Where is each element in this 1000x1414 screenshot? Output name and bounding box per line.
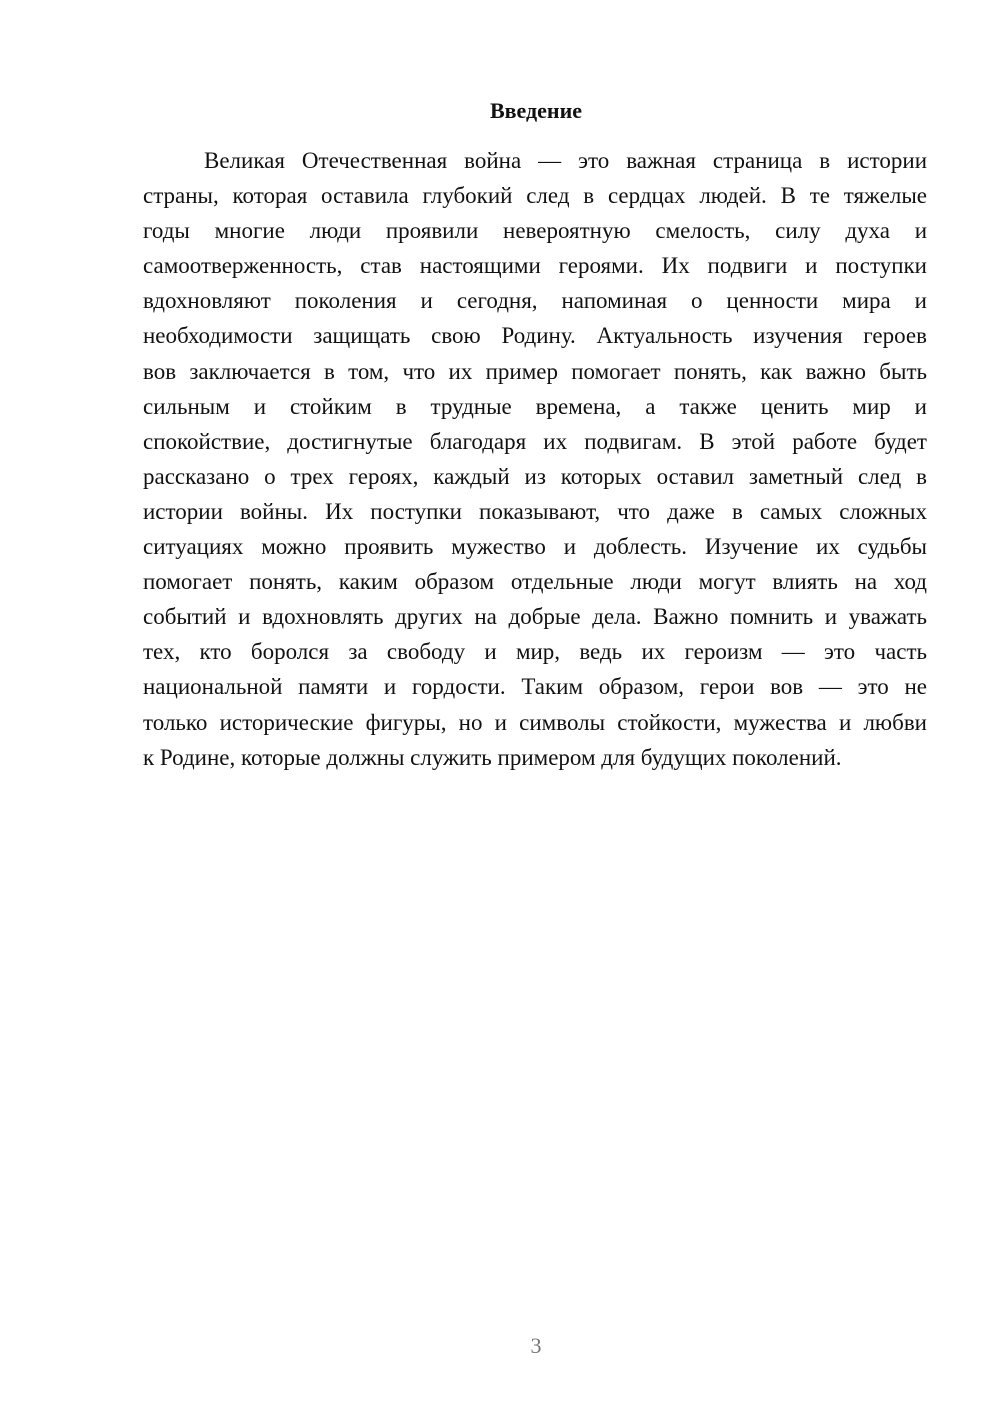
paragraph-line: к Родине, которые должны служить примером для будущих поколений. xyxy=(143,744,842,770)
paragraph-line: ситуациях можно проявить мужество и доблесть. Изучение их судьбы xyxy=(143,534,927,560)
paragraph-line: вдохновляют поколения и сегодня, напоминая о ценности мира и xyxy=(143,288,927,314)
paragraph-line: событий и вдохновлять других на добрые дела. Важно помнить и уважать xyxy=(143,604,927,630)
page-title: Введение xyxy=(489,98,583,123)
paragraph-line: рассказано о трех героях, каждый из которых оставил заметный след в xyxy=(143,463,927,489)
paragraph-line: только исторические фигуры, но и символы стойкости, мужества и любви xyxy=(143,709,927,735)
paragraph-line: тех, кто боролся за свободу и мир, ведь их героизм — это часть xyxy=(143,639,927,665)
paragraph-line: страны, которая оставила глубокий след в сердцах людей. В те тяжелые xyxy=(143,183,927,209)
paragraph-line: Великая Отечественная война — это важная страница в истории xyxy=(204,148,927,173)
paragraph-line: необходимости защищать свою Родину. Актуальность изучения героев xyxy=(143,323,927,349)
introduction-paragraph xyxy=(143,143,927,775)
page-number: 3 xyxy=(530,1333,542,1358)
paragraph-line: самоотверженность, став настоящими героями. Их подвиги и поступки xyxy=(143,253,927,279)
paragraph-line: годы многие люди проявили невероятную смелость, силу духа и xyxy=(143,218,927,244)
paragraph-line: национальной памяти и гордости. Таким образом, герои вов — это не xyxy=(143,674,927,700)
paragraph-line: помогает понять, каким образом отдельные люди могут влиять на ход xyxy=(143,569,927,595)
paragraph-line: истории войны. Их поступки показывают, что даже в самых сложных xyxy=(143,498,927,524)
paragraph-line: вов заключается в том, что их пример помогает понять, как важно быть xyxy=(143,358,927,384)
paragraph-line: сильным и стойким в трудные времена, а также ценить мир и xyxy=(143,393,927,419)
paragraph-line: спокойствие, достигнутые благодаря их подвигам. В этой работе будет xyxy=(143,428,927,454)
